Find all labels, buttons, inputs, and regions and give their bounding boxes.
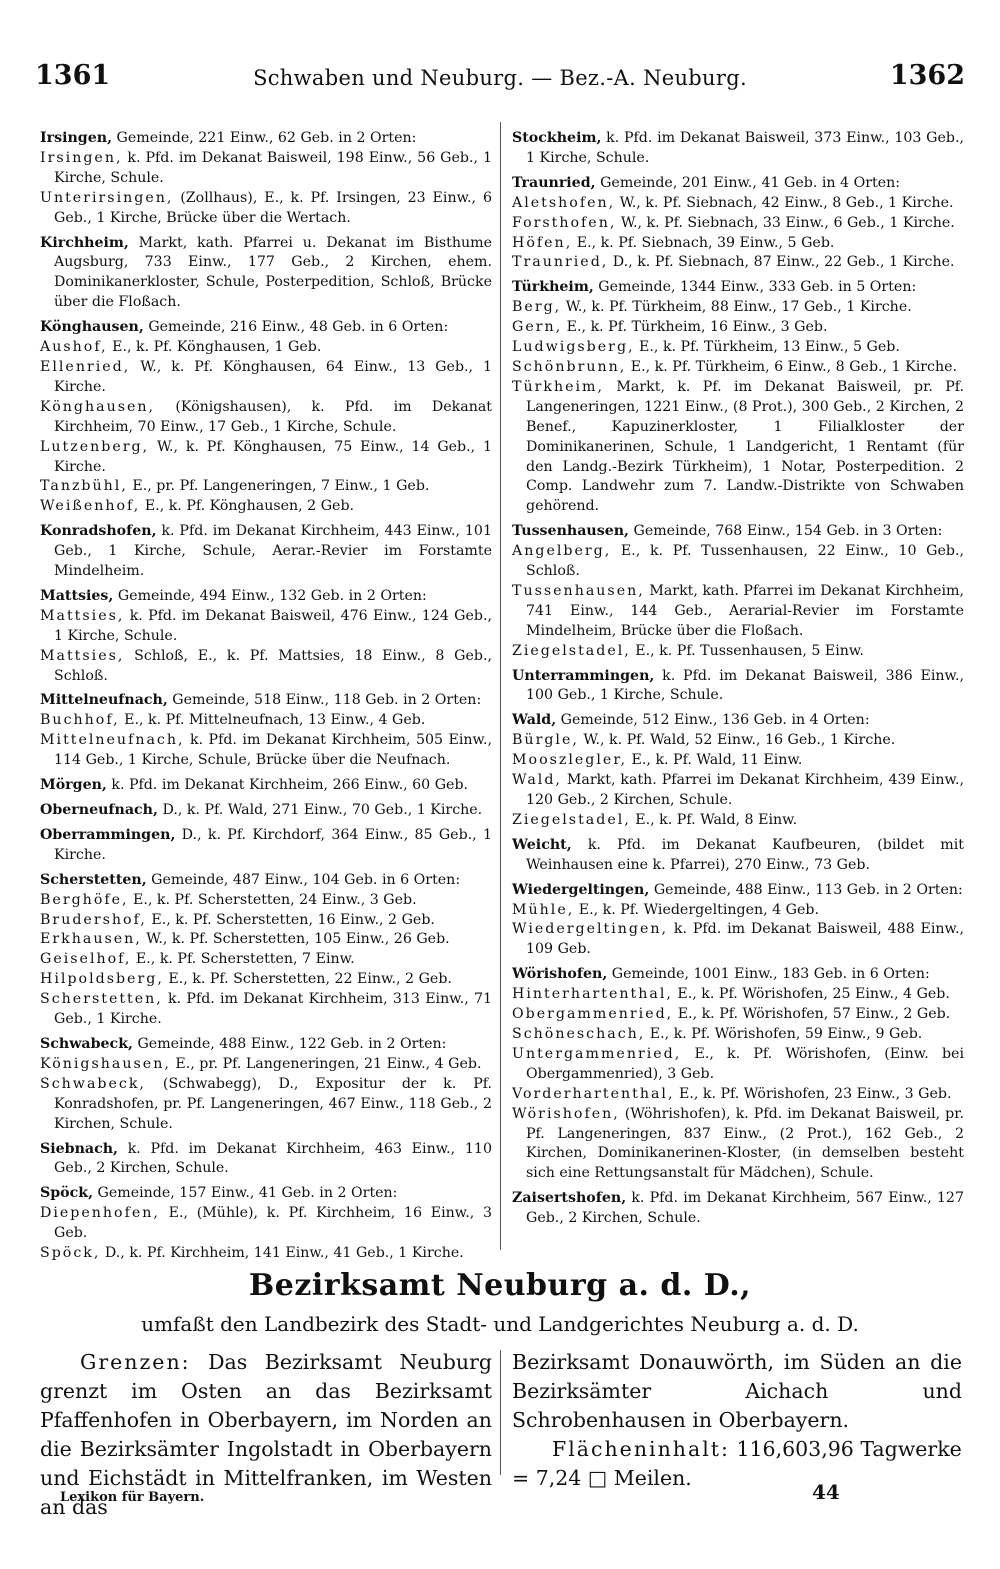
gazetteer-entry [512,174,964,194]
gazetteer-entry [40,871,492,891]
entry-name: Wörishofen, [512,1105,620,1122]
entry-name: Irsingen, [40,130,113,146]
entry-text: E., k. Pf. Mittelneufnach, 13 Einw., 4 Geb. [119,712,426,729]
gazetteer-entry [512,711,964,731]
entry-name: Schwabeck, [40,1075,146,1092]
entry-text: E., pr. Pf. Langeneringen, 7 Einw., 1 Geb. [127,478,430,495]
entry-text: E., k. Pf. Wörishofen, 23 Einw., 3 Geb. [674,1085,952,1102]
sheet-number: 44 [812,1480,840,1504]
entry-name: Scherstetten, [40,871,147,888]
place-entry [512,1045,964,1085]
entry-name: Könghausen, [40,398,156,415]
entry-text: k. Pfd. im Dekanat Baisweil, 198 Einw., 56 Geb., 1 Kirche, Schule. [54,149,492,186]
entry-name: Ludwigsberg, [512,339,635,356]
entry-text: Gemeinde, 1001 Einw., 183 Geb. in 6 Orten: [607,966,930,983]
gazetteer-entry [512,881,964,901]
place-entry [512,811,964,831]
entry-text: E., k. Pf. Wörishofen, (Einw. bei Obergammenried), 3 Geb. [526,1045,964,1082]
entry-text: k. Pfd. im Dekanat Kirchheim, 443 Einw., 101 Geb., 1 Kirche, Schule, Aerar.-Revier im Forstamte Mindelheim. [54,523,492,580]
entry-text: E., k. Pf. Wörishofen, 25 Einw., 4 Geb. [672,986,950,1003]
entry-text: Gemeinde, 216 Einw., 48 Geb. in 6 Orten: [143,319,449,336]
entry-name: Diepenhofen, [40,1205,160,1222]
entry-name: Geiselhof, [40,951,132,968]
gazetteer-entry [40,776,492,796]
entry-name: Höfen, [512,234,573,251]
place-entry [40,990,492,1030]
place-entry [512,985,964,1005]
entry-text: (Wöhrishofen), k. Pfd. im Dekanat Baisweil, pr. Pf. Langeneringen, 837 Einw., (2 Prot.), 162 Geb., 2 Kirchen, Dominikanerinen-Kloster, (in demselben besteht sich eine Rettungsanstalt für Mädchen), Schule. [526,1105,964,1182]
entry-text: E., (Mühle), k. Pf. Kirchheim, 16 Einw., 3 Geb. [54,1205,492,1242]
entry-text: k. Pfd. im Dekanat Baisweil, 476 Einw., 124 Geb., 1 Kirche, Schule. [54,607,492,644]
entry-name: Traunried, [512,254,609,271]
entry-name: Stockheim, [512,130,602,146]
entry-name: Spöck, [40,1245,101,1262]
entry-name: Tanzbühl, [40,478,128,495]
entry-text: k. Pfd. im Dekanat Kirchheim, 463 Einw., 110 Geb., 2 Kirchen, Schule. [54,1140,492,1177]
entry-name: Konradshofen, [40,523,157,540]
entry-name: Mattsies, [40,607,125,624]
entry-text: Gemeinde, 221 Einw., 62 Geb. in 2 Orten: [112,130,417,146]
entry-name: Türkheim, [512,279,594,296]
entry-text: Gemeinde, 518 Einw., 118 Geb. in 2 Orten: [167,692,482,709]
place-entry [40,711,492,731]
entry-text: D., k. Pf. Wald, 271 Einw., 70 Geb., 1 Kirche. [157,802,483,818]
entry-text: (Zollhaus), E., k. Pf. Irsingen, 23 Einw., 6 Geb., 1 Kirche, Brücke über die Wertach. [54,189,492,226]
entry-name: Angelberg, [512,543,612,560]
entry-text: Markt, kath. Pfarrei im Dekanat Kirchheim, 439 Einw., 120 Geb., 2 Kirchen, Schule. [526,772,964,808]
place-entry [40,1075,492,1135]
entry-name: Ziegelstadel, [512,642,631,659]
entry-name: Schönbrunn, [512,358,627,375]
entry-text: E., k. Pf. Türkheim, 16 Einw., 3 Geb. [562,319,828,336]
entry-name: Unterirsingen, [40,189,174,206]
entry-text: W., k. Pf. Könghausen, 75 Einw., 14 Geb., 1 Kirche. [54,438,492,475]
entry-text: E., k. Pf. Scherstetten, 24 Einw., 3 Geb. [128,891,417,908]
section-title: Bezirksamt Neuburg a. d. D., [248,1268,752,1303]
gazetteer-entry [512,278,964,298]
entry-name: Oberrammingen, [40,826,176,843]
grenzen-text: Das Bezirksamt Neuburg grenzt im Osten an das Bezirksamt Pfaffenhofen in Oberbayern, im Norden an die Bezirksämter Ingolstadt in Oberbayern und Eichstädt in Mittelfranken, im Westen an das [40,1350,492,1519]
place-entry [40,497,492,517]
entry-text: E., k. Pf. Wörishofen, 57 Einw., 2 Geb. [673,1006,951,1023]
entry-name: Mooszlegler, [512,752,628,769]
entry-name: Aushof, [40,339,108,356]
right-column [512,124,964,1229]
gazetteer-entry [512,965,964,985]
place-entry [40,930,492,950]
entry-name: Unterrammingen, [512,667,655,684]
place-entry [40,477,492,497]
entry-name: Mittelneufnach, [40,732,185,749]
entry-text: E., k. Pf. Wörishofen, 59 Einw., 9 Geb. [645,1025,923,1042]
place-entry [512,378,964,517]
entry-text: E., k. Pf. Wald, 8 Einw. [630,811,798,828]
entry-name: Forsthofen, [512,214,617,231]
entry-name: Mittelneufnach, [40,692,168,709]
entry-name: Schwabeck, [40,1035,133,1052]
entry-text: W., k. Pf. Könghausen, 64 Einw., 13 Geb., 1 Kirche. [54,358,492,395]
entry-name: Wiedergeltingen, [512,881,650,898]
place-entry [40,338,492,358]
entry-name: Wiedergeltingen, [512,921,669,938]
place-entry [40,1244,492,1264]
entry-text: Gemeinde, 1344 Einw., 333 Geb. in 5 Orten: [593,279,917,296]
entry-text: (Königshausen), k. Pfd. im Dekanat Kirchheim, 70 Einw., 17 Geb., 1 Kirche, Schule. [54,398,492,435]
place-entry [40,891,492,911]
gazetteer-entry [40,1035,492,1055]
footer-signature: Lexikon für Bayern. [60,1490,205,1505]
entry-text: E., k. Pf. Tussenhausen, 5 Einw. [630,642,864,659]
area-value: 116,603,96 Tagwerke [736,1437,962,1461]
entry-name: Zaisertshofen, [512,1190,627,1207]
place-entry [512,318,964,338]
entry-name: Brudershof, [40,911,147,928]
grenzen-label: Grenzen: [80,1350,191,1374]
entry-text: Markt, kath. Pfarrei im Dekanat Kirchheim, 741 Einw., 144 Geb., Aerarial-Revier im Forstamte Mindelheim, Brücke über die Floßach. [526,582,964,639]
place-entry [512,234,964,254]
gazetteer-entry [40,691,492,711]
grenzen-continuation [512,1348,962,1493]
gazetteer-entry [40,587,492,607]
page-number-left: 1361 [35,60,111,91]
entry-text: Gemeinde, 487 Einw., 104 Geb. in 6 Orten: [146,871,461,888]
place-entry [512,358,964,378]
place-entry [40,1055,492,1075]
entry-text: k. Pfd. im Dekanat Kirchheim, 266 Einw., 60 Geb. [106,777,469,794]
page-number-right: 1362 [889,60,965,91]
entry-name: Mattsies, [40,647,125,664]
entry-text: Gemeinde, 494 Einw., 132 Geb. in 2 Orten: [113,587,427,604]
entry-name: Ellenried, [40,358,131,375]
entry-text: Gemeinde, 768 Einw., 154 Geb. in 3 Orten: [628,523,943,540]
entry-name: Erkhausen, [40,931,142,948]
entry-name: Obergammenried, [512,1006,674,1023]
entry-name: Untergammenried, [512,1045,682,1062]
gazetteer-entry [512,1189,964,1229]
entry-name: Buchhof, [40,712,120,729]
entry-name: Kirchheim, [40,234,129,251]
entry-text: W., k. Pf. Türkheim, 88 Einw., 17 Geb., 1 Kirche. [561,299,912,316]
entry-name: Weißenhof, [40,498,141,515]
column-divider [500,122,501,1250]
entry-text: Gemeinde, 512 Einw., 136 Geb. in 4 Orten: [556,712,870,729]
place-entry [512,1025,964,1045]
place-entry [512,771,964,811]
entry-name: Vorderhartenthal, [512,1085,675,1102]
gazetteer-entry [512,522,964,542]
entry-text: W., k. Pf. Siebnach, 42 Einw., 8 Geb., 1 Kirche. [615,194,954,211]
entry-name: Wald, [512,712,557,729]
entry-text: W., k. Pf. Scherstetten, 105 Einw., 26 Geb. [141,931,450,948]
entry-text: Gemeinde, 157 Einw., 41 Geb. in 2 Orten: [93,1185,398,1202]
place-entry [512,751,964,771]
entry-text: E., k. Pf. Scherstetten, 22 Einw., 2 Geb. [163,971,452,988]
entry-name: Aletshofen, [512,194,616,211]
entry-text: E., k. Pf. Türkheim, 6 Einw., 8 Geb., 1 Kirche. [626,358,958,375]
entry-name: Mörgen, [40,777,107,794]
entry-text: k. Pfd. im Dekanat Kirchheim, 505 Einw., 114 Geb., 1 Kirche, Schule, Brücke über die Neufnach. [54,732,492,769]
entry-text: k. Pfd. im Dekanat Baisweil, 386 Einw., 100 Geb., 1 Kirche, Schule. [526,667,964,704]
entry-text: Gemeinde, 488 Einw., 122 Geb. in 2 Orten: [132,1035,447,1052]
gazetteer-entry [40,318,492,338]
entry-text: E., k. Pf. Wiedergeltingen, 4 Geb. [574,901,819,918]
entry-text: k. Pfd. im Dekanat Kaufbeuren, (bildet mit Weinhausen eine k. Pfarrei), 270 Einw., 73 Geb. [526,836,964,873]
gazetteer-entry [40,801,492,821]
place-entry [512,920,964,960]
entry-name: Scherstetten, [40,991,163,1008]
entry-text: D., k. Pf. Kirchheim, 141 Einw., 41 Geb., 1 Kirche. [100,1245,464,1262]
place-entry [512,1085,964,1105]
entry-name: Traunried, [512,174,596,191]
entry-name: Ziegelstadel, [512,811,631,828]
entry-text: Markt, k. Pf. im Dekanat Baisweil, pr. Pf. Langeneringen, 1221 Einw., (8 Prot.), 300 Geb., 2 Kirchen, 2 Benef., Kapuzinerkloster, 1 Filialkloster der Dominikanerinen, Schule, 1 Landgericht, 1 Rentamt (für den Landg.-Bezirk Türkheim), 1 Notar, Posterpedition. 2 Comp. Landwehr zum 7. Landw.-Distrikte von Schwaben gehörend. [526,378,964,515]
place-entry [40,358,492,398]
entry-name: Berghöfe, [40,891,129,908]
place-entry [40,1204,492,1244]
place-entry [40,438,492,478]
entry-name: Lutzenberg, [40,438,150,455]
place-entry [40,607,492,647]
place-entry [512,214,964,234]
place-entry [40,731,492,771]
entry-text: Gemeinde, 488 Einw., 113 Geb. in 2 Orten: [649,881,963,898]
entry-name: Könghausen, [40,319,144,336]
place-entry [512,1105,964,1185]
entry-name: Tussenhausen, [512,523,629,540]
entry-name: Berg, [512,299,562,316]
place-entry [512,731,964,751]
area-line [512,1435,962,1464]
gazetteer-entry [40,522,492,582]
place-entry [40,950,492,970]
gazetteer-entry [40,1140,492,1180]
lower-divider [500,1350,501,1475]
entry-name: Mühle, [512,901,575,918]
entry-text: E., k. Pf. Könghausen, 1 Geb. [107,339,322,356]
gazetteer-entry [40,826,492,866]
entry-text: Schloß, E., k. Pf. Mattsies, 18 Einw., 8 Geb., Schloß. [54,647,492,684]
entry-name: Türkheim, [512,378,605,395]
entry-name: Königshausen, [40,1055,171,1072]
entry-text: E., k. Pf. Scherstetten, 16 Einw., 2 Geb. [146,911,435,928]
gazetteer-entry [40,1184,492,1204]
gazetteer-entry [40,234,492,314]
entry-name: Siebnach, [40,1140,118,1157]
gazetteer-entry [512,836,964,876]
area-meilen: = 7,24 □ Meilen. [512,1466,692,1490]
gazetteer-entry [512,667,964,707]
entry-name: Oberneufnach, [40,802,158,818]
entry-name: Mattsies, [40,587,114,604]
place-entry [40,970,492,990]
entry-text: E., k. Pf. Wald, 11 Einw. [627,752,803,769]
entry-text: E., k. Pf. Türkheim, 13 Einw., 5 Geb. [634,339,900,356]
entry-text: D., k. Pf. Kirchdorf, 364 Einw., 85 Geb., 1 Kirche. [54,826,492,863]
entry-name: Schöneschach, [512,1025,646,1042]
entry-name: Tussenhausen, [512,582,645,599]
entry-text: Gemeinde, 201 Einw., 41 Geb. in 4 Orten: [595,174,900,191]
place-entry [512,901,964,921]
page-header [35,60,965,100]
place-entry [512,194,964,214]
place-entry [512,582,964,642]
entry-name: Bürgle, [512,732,579,749]
place-entry [40,149,492,189]
entry-text: W., k. Pf. Siebnach, 33 Einw., 6 Geb., 1 Kirche. [616,214,955,231]
entry-text: E., k. Pf. Scherstetten, 7 Einw. [131,951,355,968]
place-entry [40,647,492,687]
section-subtitle: umfaßt den Landbezirk des Stadt- und Landgerichtes Neuburg a. d. D. [141,1312,859,1336]
place-entry [512,298,964,318]
entry-text: E., k. Pf. Tussenhausen, 22 Einw., 10 Geb., Schloß. [526,543,964,580]
place-entry [40,189,492,229]
place-entry [40,911,492,931]
place-entry [512,542,964,582]
entry-text: E., pr. Pf. Langeneringen, 21 Einw., 4 Geb. [170,1055,482,1072]
entry-text: k. Pfd. im Dekanat Kirchheim, 313 Einw., 71 Geb., 1 Kirche. [54,991,492,1028]
entry-text: W., k. Pf. Wald, 52 Einw., 16 Geb., 1 Kirche. [578,732,896,749]
entry-name: Wörishofen, [512,966,608,983]
entry-name: Spöck, [40,1185,94,1202]
gazetteer-entry [40,129,492,149]
entry-text: E., k. Pf. Könghausen, 2 Geb. [140,498,355,515]
running-title: Schwaben und Neuburg. — Bez.-A. Neuburg. [253,66,747,90]
place-entry [512,338,964,358]
area-label: Flächeninhalt: [552,1437,730,1461]
entry-text: k. Pfd. im Dekanat Kirchheim, 567 Einw., 127 Geb., 2 Kirchen, Schule. [526,1190,964,1227]
place-entry [512,1005,964,1025]
place-entry [40,398,492,438]
entry-text: E., k. Pf. Siebnach, 39 Einw., 5 Geb. [572,234,835,251]
entry-name: Gern, [512,319,563,336]
entry-name: Irsingen, [40,149,123,166]
entry-name: Wald, [512,772,562,789]
entry-text: D., k. Pf. Siebnach, 87 Einw., 22 Geb., 1 Kirche. [608,254,955,271]
entry-name: Weicht, [512,836,572,853]
place-entry [512,253,964,273]
entry-text: (Schwabegg), D., Expositur der k. Pf. Konradshofen, pr. Pf. Langeneringen, 467 Einw., 118 Geb., 2 Kirchen, Schule. [54,1075,492,1132]
entry-name: Hilpoldsberg, [40,971,164,988]
entry-name: Hinterhartenthal, [512,986,673,1003]
gazetteer-entry [512,129,964,169]
entry-text: Markt, kath. Pfarrei u. Dekanat im Bisthume Augsburg, 733 Einw., 177 Geb., 2 Kirchen, ehem. Dominikanerkloster, Schule, Posterpedition, Schloß, Brücke über die Floßach. [54,234,492,311]
entry-text: k. Pfd. im Dekanat Baisweil, 488 Einw., 109 Geb. [526,921,964,958]
left-column [40,124,492,1264]
place-entry [512,642,964,662]
entry-text: k. Pfd. im Dekanat Baisweil, 373 Einw., 103 Geb., 1 Kirche, Schule. [526,130,964,166]
grenzen-cont-text: Bezirksamt Donauwörth, im Süden an die Bezirksämter Aichach und Schrobenhausen in Oberbayern. [512,1350,962,1432]
